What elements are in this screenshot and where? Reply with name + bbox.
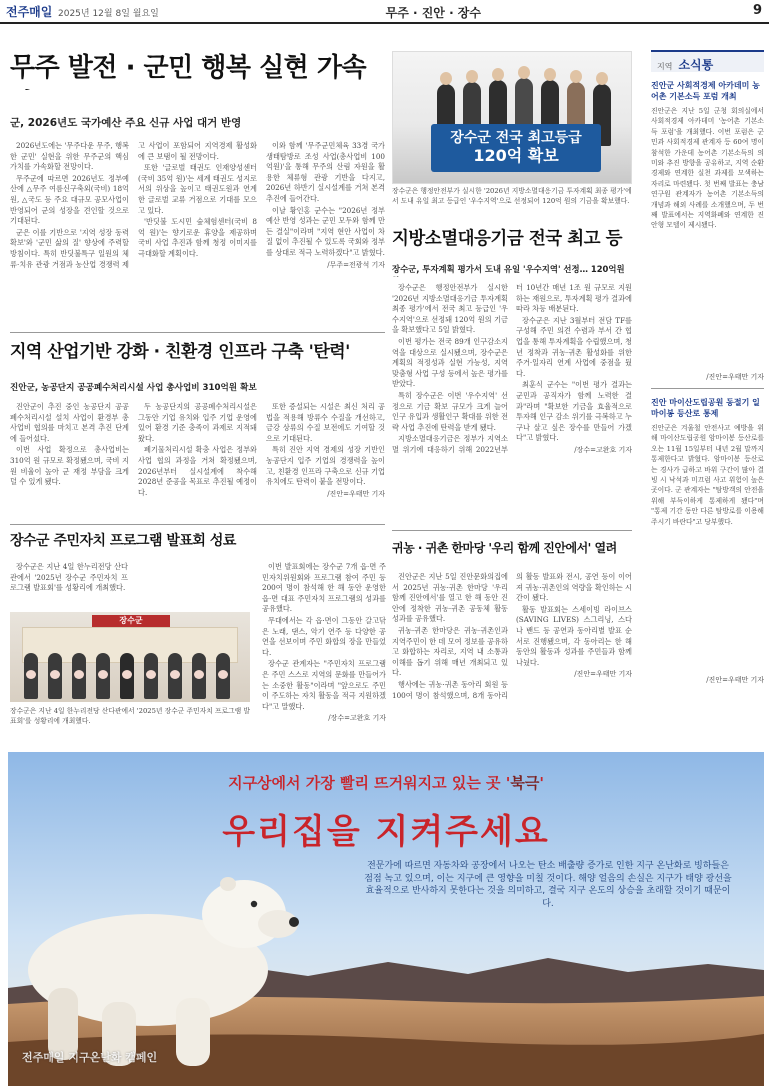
paragraph: 이번 발표회에는 장수군 7개 읍·면 주민자치위원회와 프로그램 참여 주민 등 200여 명이 참석해 한 해 동안 운영한 읍·면 대표 주민자치 프로그램의 성과를 공유했다. bbox=[262, 562, 386, 614]
paragraph: 진안군이 추진 중인 농공단지 공공폐수처리시설 설치 사업이 환경부 총사업비 협의를 마치고 본격 추진 단계에 들어섰다. bbox=[10, 402, 129, 443]
paragraph: 장수군은 행정안전부가 실시한 '2026년 지방소멸대응기금 투자계획 최종 평가'에서 전국 최고 등급인 '우수지역'으로 선정돼 120억 원의 기금을 확보했다고 5일 밝혔다. bbox=[392, 283, 508, 335]
award-photo bbox=[392, 51, 632, 184]
ad-footer: 전주매일 지구온난화 캠페인 bbox=[22, 1051, 158, 1064]
return-farm-headline: 귀농 · 귀촌 한마당 '우리 함께 진안에서' 열려 bbox=[392, 541, 617, 555]
fund-subhead: 장수군, 투자계획 평가서 도내 유일 '우수지역' 선정… 120억원 bbox=[392, 264, 625, 274]
paragraph: 이날 황인홍 군수는 "2026년 정부예산 반영 성과는 군민 모두와 함께 만든 결실"이라며 "지역 현안 사업이 차질 없이 추진될 수 있도록 국회와 정부를 상대로 적극 노력하겠다"고 밝혔다. bbox=[266, 205, 385, 257]
industry-headline: 지역 산업기반 강화 · 친환경 인프라 구축 '탄력' bbox=[10, 342, 350, 362]
paragraph: 장수군은 지난 3월부터 전담 TF를 구성해 주민 의견 수렴과 부서 간 협업을 통해 투자계획을 수립했으며, 청년 정착과 귀농·귀촌 활성화를 위한 주거·일자리 연계 사업에 중점을 뒀다. bbox=[516, 315, 632, 378]
lead-subhead: 군, 2026년도 국가예산 주요 신규 사업 대거 반영 bbox=[10, 117, 242, 129]
byline: /장수=고완호 기자 bbox=[574, 445, 632, 454]
paragraph: 또한 증설되는 시설은 최신 처리 공법을 적용해 방류수 수질을 개선하고, 금강 상류의 수질 보전에도 기여할 것으로 기대된다. bbox=[266, 402, 385, 443]
byline: /무주=전광석 기자 bbox=[327, 260, 385, 269]
paragraph: 특히 장수군은 이번 '우수지역' 선정으로 기금 확보 규모가 크게 늘어 인구 유입과 생활인구 확대를 위한 전략 사업 추진에 탄력을 받게 됐다. bbox=[392, 390, 508, 432]
award-banner-line1: 장수군 전국 최고등급 bbox=[450, 130, 582, 146]
issue-date: 2025년 12월 8일 월요일 bbox=[58, 9, 159, 19]
sidebar-header bbox=[651, 50, 764, 72]
ad-tagline bbox=[8, 772, 764, 793]
sidebar-item-body: 진안군은 겨울철 안전사고 예방을 위해 마이산도립공원 암마이봉 등산로를 오는 11월 15일부터 내년 2월 말까지 통제한다고 밝혔다. 암마이봉 등산로는 경사가 급하고 바위 구간이 많아 결빙 시 낙석과 미끄럼 사고 위험이 높은 곳이다. 군 관계자는 "탐방객의 안전을 위해 부득이하게 통제하게 됐다"며 "통제 기간 동안 다른 탐방로를 이용해 주시기 바란다"고 당부했다. bbox=[651, 424, 764, 526]
ad-body: 전문가에 따르면 자동차와 공장에서 나오는 탄소 배출량 증가로 인한 지구 온난화로 빙하들은 점점 녹고 있으며, 이는 지구에 큰 영향을 미칠 것이다. 해양 얼음의 손실은 지구가 태양 광선을 효율적으로 반사하지 못한다는 것을 의미하고, 결국 지구 온도의 상승을 초래할 것이기 때문이다. bbox=[364, 861, 732, 909]
photo-sign: 장수군 bbox=[92, 615, 170, 627]
lead-body bbox=[10, 141, 385, 337]
divider bbox=[392, 530, 632, 531]
byline: /진안=우태만 기자 bbox=[327, 489, 385, 498]
paragraph: 장수군 관계자는 "주민자치 프로그램은 주민 스스로 지역의 문화를 만들어가는 소중한 활동"이라며 "앞으로도 주민이 주도하는 자치 활동을 적극 지원하겠다"고 말했다. bbox=[262, 659, 386, 711]
ad-tagline-c: ' bbox=[539, 774, 544, 792]
paragraph: 폐기물처리시설 확충 사업은 정부와 사업 협의 과정을 거쳐 확정됐으며, 2026년부터 실시설계에 착수해 2028년 준공을 목표로 추진될 예정이다. bbox=[138, 445, 257, 497]
ad-background bbox=[8, 752, 764, 1086]
climate-campaign-ad[interactable] bbox=[8, 752, 764, 1086]
sidebar-item-title[interactable]: 진안군 사회적경제 아카데미 농어촌 기본소득 포럼 개최 bbox=[651, 81, 760, 101]
paragraph: 활동 발표회는 스세이빙 라이브스(SAVING LIVES) 스그리닝, 스다나 밴드 등 공연과 동아리별 발표 순서로 진행됐으며, 각 동아리는 한 해 동안의 활동과 성과를 주민들과 함께 나눴다. bbox=[516, 604, 632, 667]
award-banner bbox=[431, 124, 601, 172]
ad-headline: 우리집을 지켜주세요 bbox=[222, 812, 550, 852]
lead-headline: 무주 발전 · 군민 행복 실현 가속 bbox=[10, 53, 367, 83]
autonomy-lead bbox=[10, 562, 128, 608]
paragraph: 특히 진안 지역 경제의 성장 기반인 농공단지 입주 기업의 경쟁력을 높이고, 친환경 인프라 구축으로 신규 기업 유치에도 탄력이 붙을 전망이다. bbox=[266, 445, 385, 487]
page-number: 9 bbox=[752, 3, 762, 18]
byline: /진안=우태만 기자 bbox=[706, 373, 764, 381]
local-news-sidebar bbox=[651, 50, 764, 792]
paragraph: 무대에서는 각 읍·면이 그동안 갈고닦은 노래, 댄스, 악기 연주 등 다양한 공연을 선보이며 주민 화합의 장을 만들었다. bbox=[262, 615, 386, 657]
award-photo-caption: 장수군은 행정안전부가 실시한 '2026년 지방소멸대응기금 투자계획 최종 평가'에서 도내 유일 최고 등급인 '우수지역'으로 선정되어 120억 원의 기금을 확보했다. bbox=[392, 187, 632, 205]
presentation-photo-caption: 장수군은 지난 4일 한누리전당 산다관에서 '2025년 장수군 주민자치 프로그램 발표회'를 성황리에 개최했다. bbox=[10, 707, 250, 725]
autonomy-headline: 장수군 주민자치 프로그램 발표회 성료 bbox=[10, 533, 236, 549]
byline: /장수=고완호 기자 bbox=[328, 714, 386, 723]
paragraph: 이번 평가는 전국 89개 인구감소지역을 대상으로 실시됐으며, 장수군은 계획의 적정성과 실현 가능성, 지역 맞춤형 사업 구성 등에서 높은 평가를 받았다. bbox=[392, 336, 508, 389]
paragraph: 이번 사업 확정으로 총사업비는 310억 원 규모로 확정됐으며, 국비 지원 비율이 높아 군 재정 부담을 크게 덜 수 있게 됐다. bbox=[10, 445, 129, 487]
presentation-photo bbox=[10, 612, 250, 702]
paragraph: 행사에는 귀농·귀촌 동아리 회원 등 100여 명이 참석했으며, 8개 동아리의 활동 발표와 전시, 공연 등이 이어져 귀농·귀촌인의 역량을 확인하는 시간이 됐다. bbox=[392, 572, 632, 700]
paragraph: 2026년도에는 '무주다운 무주, 행복한 군민' 실현을 위한 무주군의 핵심 가치를 가속화할 전망이다. bbox=[10, 141, 129, 172]
sidebar-tag: 지역 bbox=[657, 62, 673, 71]
fund-headline: 지방소멸대응기금 전국 최고 등 bbox=[392, 229, 623, 249]
paragraph: 무주군에 따르면 2026년도 정부예산에 △무주 여름신구축외(국비) 18억 원, △국도 등 주요 대규모 공모사업이 반영되어 군의 성장을 견인할 것으로 기대된다. bbox=[10, 173, 129, 226]
ad-tagline-highlight: 북극 bbox=[510, 774, 540, 792]
paragraph: 진안군은 지난 5일 진안문화의집에서 2025년 귀농·귀촌 한마당 '우리 함께 진안에서'를 열고 한 해 동안 진안에 정착한 귀농·귀촌 공동체 활동 성과를 공유했다. bbox=[392, 572, 508, 624]
sidebar-item-body: 진안군은 지난 5일 군청 회의실에서 사회적경제 아카데미 '농어촌 기본소득 포럼'을 개최했다. 이번 포럼은 군민과 사회적경제 관계자 등 60여 명이 참석한 가운데 농어촌 기본소득의 의미와 추진 방향을 공유하고, 지역 순환경제와 연계한 실천 과제를 모색하는 자리로 마련됐다. 첫 번째 발표는 충남연구원 관계자가 농어촌 기본소득의 개념과 해외 사례를 소개했으며, 두 번째 발표에서는 지역화폐와 연계한 진안형 모델이 제시됐다. bbox=[651, 107, 764, 230]
paragraph: 두 농공단지의 공공폐수처리시설은 그동안 기업 유치와 입주 기업 운영에 있어 환경 기준 충족이 과제로 지적돼 왔다. bbox=[138, 402, 257, 443]
industry-subhead: 진안군, 농공단지 공공폐수처리시설 사업 총사업비 310억원 확보 bbox=[10, 383, 257, 393]
paragraph: '반딧불 도시민 숲체험센터(국비 8억 원)'는 향기로운 휴양을 제공하며 국비 사업 추진과 함께 청정 이미지를 극대화할 계획이다. bbox=[138, 217, 257, 258]
paragraph: 이와 함께 '무주군민체육 33경 국가생태탐방로 조성 사업(총사업비 100억원)'을 통해 무주의 산림 자원을 활용한 체류형 관광 기반을 다지고, 2026년 하반기 실시설계를 거쳐 본격 추진에 들어간다. bbox=[266, 141, 385, 203]
paragraph: 지방소멸대응기금은 정부가 지역소멸 위기에 대응하기 위해 2022년부터 10년간 매년 1조 원 규모로 지원하는 재원으로, 투자계획 평가 결과에 따라 차등 배분된다. bbox=[392, 283, 632, 454]
divider bbox=[10, 524, 385, 525]
paragraph: 군은 이를 기반으로 '지역 성장 동력 확보'와 '군민 삶의 질' 향상에 주력할 방침이다. 특히 반딧불특구 일원의 체류·치유 관광 거점과 농산업 경쟁력 제고 사업이 포함되어 지역경제 활성화에 큰 보탬이 될 전망이다. bbox=[10, 141, 257, 269]
byline: /진안=우태만 기자 bbox=[706, 676, 764, 684]
ad-tagline-a: 지구상에서 가장 빨리 뜨거워지고 있는 곳 ' bbox=[228, 774, 511, 792]
fund-body bbox=[392, 283, 632, 519]
divider bbox=[651, 388, 764, 389]
sidebar-item-title[interactable]: 진안 마이산도립공원 동절기 일마이봉 등산로 통제 bbox=[651, 398, 760, 418]
paper-name[interactable]: 전주매일 bbox=[6, 5, 53, 19]
paragraph: 귀농·귀촌 한마당은 귀농·귀촌인과 지역주민이 한 데 모여 정보를 공유하고 화합하는 자리로, 지역 내 소통과 이해를 돕기 위해 매년 개최되고 있다. bbox=[392, 625, 508, 678]
autonomy-body bbox=[262, 562, 386, 732]
award-banner-line2: 120억 확보 bbox=[473, 146, 559, 165]
sidebar-title: 소식통 bbox=[678, 58, 714, 72]
byline: /진안=우태만 기자 bbox=[574, 670, 632, 679]
paragraph: 장수군은 지난 4일 한누리전당 산다관에서 '2025년 장수군 주민자치 프로그램 발표회'를 성황리에 개최했다. bbox=[10, 562, 128, 593]
paragraph: 또한 '글로벌 태권도 인재양성센터(국비 35억 원)'는 세계 태권도 성지로서의 위상을 높이고 태권도원과 연계한 글로벌 교류 거점으로 기대를 모으고 있다. bbox=[138, 163, 257, 215]
paragraph: 최훈식 군수는 "이번 평가 결과는 군민과 공직자가 함께 노력한 결과"라며 "확보한 기금을 효율적으로 투자해 인구 감소 위기를 극복하고 누구나 살고 싶은 장수를 만들어 가겠다"고 밝혔다. bbox=[516, 380, 632, 443]
section-name: 무주 · 진안 · 장수 bbox=[385, 6, 481, 20]
return-farm-body bbox=[392, 572, 632, 734]
divider bbox=[10, 332, 385, 333]
industry-body bbox=[10, 402, 385, 516]
autonomy-lead-cont bbox=[134, 562, 252, 608]
masthead bbox=[0, 0, 769, 24]
